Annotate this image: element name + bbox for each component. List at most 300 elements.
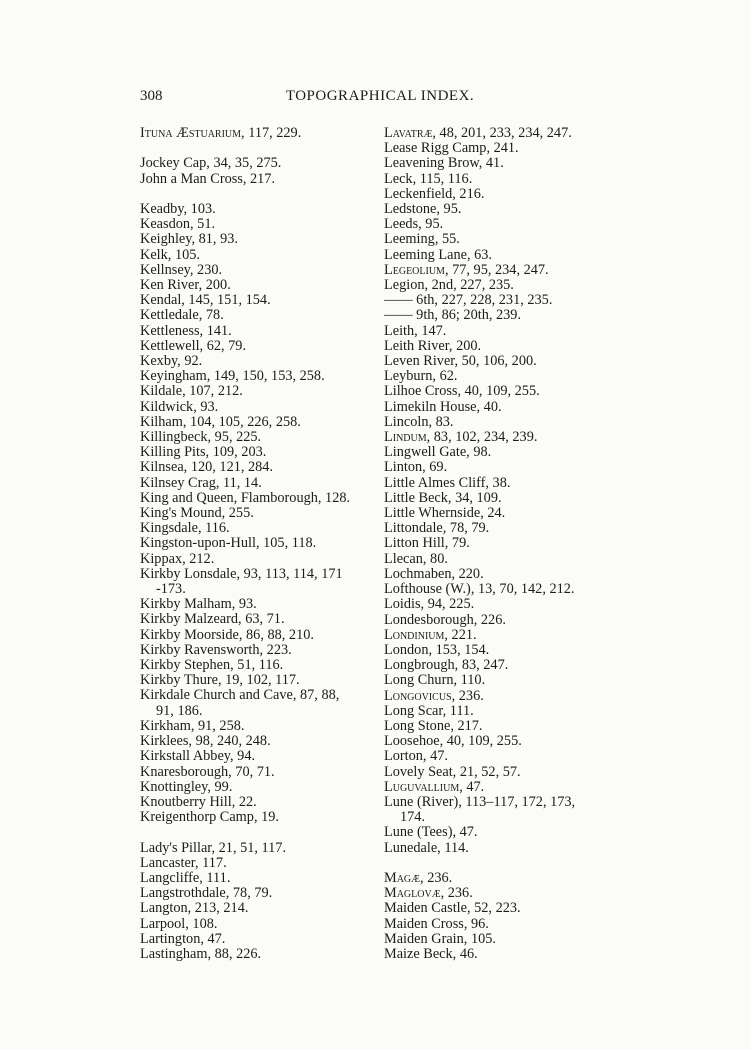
entry-name: Leeming, [384,231,439,248]
entry-page-refs: 107, 212. [185,383,243,400]
entry-name: Lancaster, [140,854,199,871]
entry-page-refs: 51. [193,216,216,233]
entry-name: Lochmaben, [384,565,456,582]
index-entry [140,536,375,551]
entry-name: London, [384,641,433,658]
entry-page-refs: 213, 214. [191,900,249,917]
entry-page-refs: 11, 14. [219,474,262,491]
index-entry [140,628,375,643]
index-entry [140,917,375,932]
entry-page-refs: 212. [185,550,215,567]
entry-page-refs: 216. [455,185,485,202]
entry-page-refs: 147. [417,322,447,339]
entry-page-refs: 52, 223. [470,900,521,917]
entry-page-refs: 91, 186. [156,702,203,719]
index-entry [384,947,624,962]
entry-page-refs: 88, 226. [211,945,262,962]
entry-name: Longbrough, [384,657,459,674]
index-entry [140,749,375,764]
entry-name: Kippax, [140,550,186,567]
index-entry [384,521,624,536]
entry-page-refs: 200. [202,277,231,293]
index-entry [140,856,375,871]
index-entry [140,172,375,187]
entry-page-refs: 115, 116. [416,170,473,187]
entry-name: Kirkby Lonsdale, [140,565,241,582]
index-entry [140,384,375,399]
index-entry [140,719,375,734]
index-entry [140,947,375,962]
entry-name: Langstrothdale, [140,885,230,902]
entry-name: Ledstone, [384,201,440,218]
entry-page-refs: 87, 88, [296,687,340,704]
index-entry [384,886,624,901]
entry-name: Knoutberry Hill, [140,793,236,810]
index-entry [384,917,624,932]
index-entry [140,567,375,582]
entry-page-refs: 220. [455,565,484,582]
entry-page-refs: 80. [426,550,448,567]
entry-page-refs: 13, 70, 142, 212. [474,581,575,598]
entry-name: Lofthouse (W.), [384,581,475,598]
index-entry [140,308,375,323]
entry-name: Magæ, [384,869,424,886]
entry-page-refs: 50, 106, 200. [458,353,537,370]
entry-page-refs: 117, 229. [244,125,302,141]
entry-name: Leith, [384,322,418,339]
entry-name: Litton Hill, [384,535,449,552]
entry-name: Lunedale, [384,839,441,856]
entry-name: Lindum, [384,429,431,446]
entry-page-refs: 223. [263,641,292,658]
index-entry [140,886,375,901]
entry-page-refs: 34, 109. [451,489,502,506]
index-entry [140,506,375,521]
entry-name: Lartington, [140,930,204,947]
index-entry [384,491,624,506]
entry-name: King's Mound, [140,505,226,522]
entry-page-refs: 86; 20th, 239. [438,307,522,324]
entry-name: Lease Rigg Camp, [384,140,491,157]
index-entry [384,400,624,415]
entry-page-refs: 120, 121, 284. [187,459,274,476]
entry-name: Luguvallium, [384,778,463,795]
entry-page-refs: 63. [470,246,492,263]
entry-page-refs: 47. [456,824,478,841]
index-entry [140,765,375,780]
index-entry [384,248,624,263]
index-entry [140,460,375,475]
index-entry [384,582,624,597]
entry-name: Lingwell Gate, [384,444,470,461]
entry-page-refs: 21, 51, 117. [215,839,287,856]
entry-page-refs: 149, 150, 153, 258. [210,368,325,385]
entry-name: Langton, [140,900,192,917]
entry-name: Kirkby Moorside, [140,626,243,643]
page-header [140,88,620,110]
entry-page-refs: 117. [198,854,227,871]
entry-page-refs: 236. [455,687,484,704]
entry-name: Kilnsea, [140,459,188,476]
index-entry [140,521,375,536]
entry-name: Limekiln House, [384,398,481,415]
entry-name: Llecan, [384,550,427,567]
entry-page-refs: 105, 118. [259,535,317,552]
index-entry [384,369,624,384]
entry-page-refs: 98, 240, 248. [192,733,271,750]
index-entry [384,597,624,612]
index-entry [140,612,375,627]
entry-page-refs: 62. [436,368,458,385]
entry-name: Killing Pits, [140,444,210,461]
entry-page-refs: 95. [421,216,444,233]
entry-page-refs: 41. [482,155,504,172]
entry-page-refs: 95. [439,201,462,218]
entry-name: Lilhoe Cross, [384,383,462,400]
entry-page-refs: 99. [210,778,233,795]
index-entry [384,263,624,278]
index-entry [384,658,624,673]
entry-name: Knaresborough, [140,763,232,780]
entry-name: Killingbeck, [140,429,212,446]
index-entry [140,597,375,612]
index-entry [384,704,624,719]
entry-name: John a Man Cross, [140,170,247,187]
entry-name: Kirklees, [140,733,193,750]
entry-page-refs: 111. [446,702,474,719]
entry-name: Loidis, [384,596,425,613]
entry-page-refs: 22. [235,793,257,810]
entry-name: Kellnsey, [140,261,194,278]
index-entry [140,400,375,415]
entry-name: Lastingham, [140,945,212,962]
entry-page-refs: 40. [480,398,502,415]
entry-name: Little Beck, [384,489,452,506]
index-entry [140,415,375,430]
entry-name: Littondale, [384,520,447,537]
index-entry [384,628,624,643]
index-entry [140,293,375,308]
entry-page-refs: 40, 109, 255. [461,383,540,400]
index-entry [140,324,375,339]
entry-page-refs: 145, 151, 154. [184,292,271,309]
index-entry [384,187,624,202]
index-entry [384,202,624,217]
index-entry [384,339,624,354]
entry-name: Kingsdale, [140,520,202,537]
entry-page-refs: 221. [447,626,477,643]
entry-page-refs: 78, 79. [446,520,490,537]
index-entry [140,156,375,171]
entry-name: Leeming Lane, [384,246,471,263]
entry-name: Keyingham, [140,368,211,385]
index-entry [384,841,624,856]
index-entry [384,126,624,141]
index-entry [384,415,624,430]
entry-name: Maiden Cross, [384,915,468,932]
entry-name: Kilham, [140,413,187,430]
entry-page-refs: 217. [453,717,483,734]
index-entry [140,704,375,719]
entry-page-refs: 104, 105, 226, 258. [186,413,301,430]
index-entry [384,689,624,704]
index-entry [384,445,624,460]
index-entry [140,871,375,886]
entry-name: Kirkby Malzeard, [140,611,242,628]
entry-page-refs: 217. [246,170,276,187]
entry-name: Lavatræ, [384,125,436,141]
entry-name: Kingston-upon-Hull, [140,535,260,552]
entry-name: Lorton, [384,748,427,765]
entry-name: Kreigenthorp Camp, [140,809,258,826]
entry-name: Leavening Brow, [384,155,483,172]
index-entry [140,780,375,795]
index-entry [140,932,375,947]
entry-name: Long Churn, [384,672,458,689]
entry-name: Little Almes Cliff, [384,474,489,491]
entry-name: Longovicus, [384,687,456,704]
entry-page-refs: 114. [440,839,469,856]
entry-page-refs: 78. [202,307,224,324]
index-entry [384,613,624,628]
index-entry [384,141,624,156]
entry-name: King and Queen, Flamborough, [140,489,322,506]
entry-page-refs: 111. [202,869,231,886]
index-entry [384,749,624,764]
entry-name: Lune (Tees), [384,824,457,841]
entry-name: Kildwick, [140,398,197,415]
entry-page-refs: 109, 203. [209,444,267,461]
entry-page-refs: 62, 79. [203,337,247,354]
entry-name: Kildale, [140,383,186,400]
entry-page-refs: 91, 258. [194,717,245,734]
entry-page-refs: 70, 71. [231,763,275,780]
entry-name: Kendal, [140,292,185,309]
entry-page-refs: 55. [438,231,460,248]
entry-name: —— 9th, [384,307,439,324]
entry-page-refs: 83, 102, 234, 239. [430,429,538,446]
running-title: TOPOGRAPHICAL INDEX. [285,88,475,104]
index-entry [140,278,375,293]
entry-name: Leck, [384,170,417,187]
index-entry [140,430,375,445]
index-entry [140,217,375,232]
entry-name: Londesborough, [384,611,478,628]
index-entry [140,354,375,369]
index-entry [140,263,375,278]
index-entry [384,901,624,916]
index-entry [384,932,624,947]
entry-name: Long Scar, [384,702,447,719]
entry-page-refs: 81, 93. [195,231,238,248]
index-entry [384,430,624,445]
index-entry [140,491,375,506]
index-entry [140,673,375,688]
entry-name: Kirkham, [140,717,195,734]
entry-name: Kilnsey Crag, [140,474,220,491]
index-entry [384,476,624,491]
index-entry [140,369,375,384]
entry-name: Keadby, [140,200,188,217]
entry-page-refs: 47. [426,748,448,765]
entry-page-refs: 77, 95, 234, 247. [448,261,549,278]
entry-page-refs: 51, 116. [233,657,284,674]
entry-name: Leeds, [384,216,422,233]
entry-name: Maiden Castle, [384,900,471,917]
index-entry [384,217,624,232]
entry-name: Kelk, [140,246,172,263]
index-entry [384,734,624,749]
entry-page-refs: 94. [233,748,256,765]
entry-page-refs: 38. [488,474,511,491]
entry-name: Maiden Grain, [384,930,468,947]
index-entry [384,536,624,551]
entry-page-refs: 95, 225. [211,429,262,446]
entry-name: Kirkby Ravensworth, [140,641,264,658]
index-entry [384,460,624,475]
index-entry [140,810,375,825]
entry-page-refs: 83, 247. [458,657,509,674]
entry-page-refs: 94, 225. [424,596,475,613]
entry-page-refs: 24. [483,505,506,522]
entry-name: Kirkdale Church and Cave, [140,687,297,704]
entry-name: Kettledale, [140,307,203,324]
entry-page-refs: 47. [462,778,485,795]
entry-name: Kirkby Stephen, [140,657,234,674]
entry-page-refs: 110. [457,672,486,689]
index-entry [384,506,624,521]
entry-page-refs: 226. [477,611,506,628]
index-entry [384,308,624,323]
index-entry [384,825,624,840]
index-entry [140,202,375,217]
entry-name: Leyburn, [384,368,437,385]
entry-name: Loosehoe, [384,733,444,750]
entry-name: —— 6th, [384,292,439,309]
entry-page-refs: 98. [469,444,492,461]
index-entry [384,384,624,399]
entry-page-refs: 46. [456,945,478,962]
entry-page-refs: 93, 113, 114, 171 [240,565,343,582]
entry-page-refs: 34, 35, 275. [209,155,282,172]
index-entry [384,719,624,734]
entry-name: Lincoln, [384,413,433,430]
entry-name: Larpool, [140,915,189,932]
entry-name: Langcliffe, [140,869,203,886]
index-entry [384,780,624,795]
entry-name: Lune (River), [384,793,462,810]
entry-name: Knottingley, [140,778,211,795]
entry-page-refs: 236. [444,885,473,902]
index-entry [140,552,375,567]
entry-page-refs: 105. [467,930,496,947]
index-entry [140,734,375,749]
entry-page-refs: 92. [180,353,203,370]
entry-name: Ken River, [140,277,203,293]
entry-page-refs: 227, 235. [456,277,514,294]
entry-name: Kexby, [140,353,181,370]
index-entry [384,293,624,308]
entry-page-refs: 47. [203,930,226,947]
entry-page-refs: 108. [188,915,218,932]
index-entry [384,810,624,825]
entry-name: Lovely Seat, [384,763,457,780]
index-entry [140,582,375,597]
entry-page-refs: 48, 201, 233, 234, 247. [435,125,572,141]
entry-name: Linton, [384,459,426,476]
entry-page-refs: 96. [467,915,489,932]
index-entry [140,643,375,658]
entry-page-refs: 200. [452,337,482,354]
entry-name: Kirkstall Abbey, [140,748,234,765]
entry-page-refs: 78, 79. [229,885,273,902]
entry-name: Ituna Æstuarium, [140,125,245,141]
entry-name: Jockey Cap, [140,155,210,172]
entry-name: Legion, 2nd, [384,277,457,294]
entry-name: Little Whernside, [384,505,484,522]
index-entry [140,232,375,247]
entry-name: Maize Beck, [384,945,457,962]
entry-page-refs: 63, 71. [241,611,285,628]
entry-page-refs: 19, 102, 117. [221,672,300,689]
index-entry [384,643,624,658]
index-entry [384,172,624,187]
entry-page-refs: 153, 154. [432,641,490,658]
index-entry [384,567,624,582]
entry-page-refs: 93. [196,398,219,415]
entry-name: Leith River, [384,337,453,354]
entry-name: Kettleness, [140,322,204,339]
index-entry [384,871,624,886]
entry-page-refs: 79. [448,535,470,552]
entry-page-refs: 86, 88, 210. [242,626,314,643]
entry-name: Kettlewell, [140,337,204,354]
index-entry [140,445,375,460]
index-entry [140,339,375,354]
entry-page-refs: 103. [187,200,216,217]
entry-page-refs: 21, 52, 57. [456,763,521,780]
index-entry [384,673,624,688]
index-entry [140,795,375,810]
entry-name: Legeolium, [384,261,449,278]
index-column-right [384,126,624,962]
entry-name: Maglovæ, [384,885,445,902]
entry-page-refs: 40, 109, 255. [443,733,522,750]
entry-page-refs: 241. [490,140,519,157]
index-entry [384,552,624,567]
entry-page-refs: -173. [156,581,186,598]
entry-page-refs: 19. [257,809,279,826]
entry-name: Kirkby Thure, [140,672,222,689]
entry-page-refs: 230. [193,261,223,278]
index-entry [140,126,375,141]
index-entry [384,324,624,339]
entry-page-refs: 141. [203,322,232,339]
entry-page-refs: 105. [171,246,200,263]
index-entry [140,476,375,491]
index-entry [384,795,624,810]
page-number: 308 [140,88,163,104]
entry-name: Leven River, [384,353,459,370]
entry-name: Keasdon, [140,216,194,233]
entry-page-refs: 236. [423,869,453,886]
index-entry [140,658,375,673]
index-entry [384,278,624,293]
index-entry [384,765,624,780]
entry-name: Leckenfield, [384,185,456,202]
index-column-left [140,126,375,962]
entry-page-refs: 93. [235,596,257,613]
